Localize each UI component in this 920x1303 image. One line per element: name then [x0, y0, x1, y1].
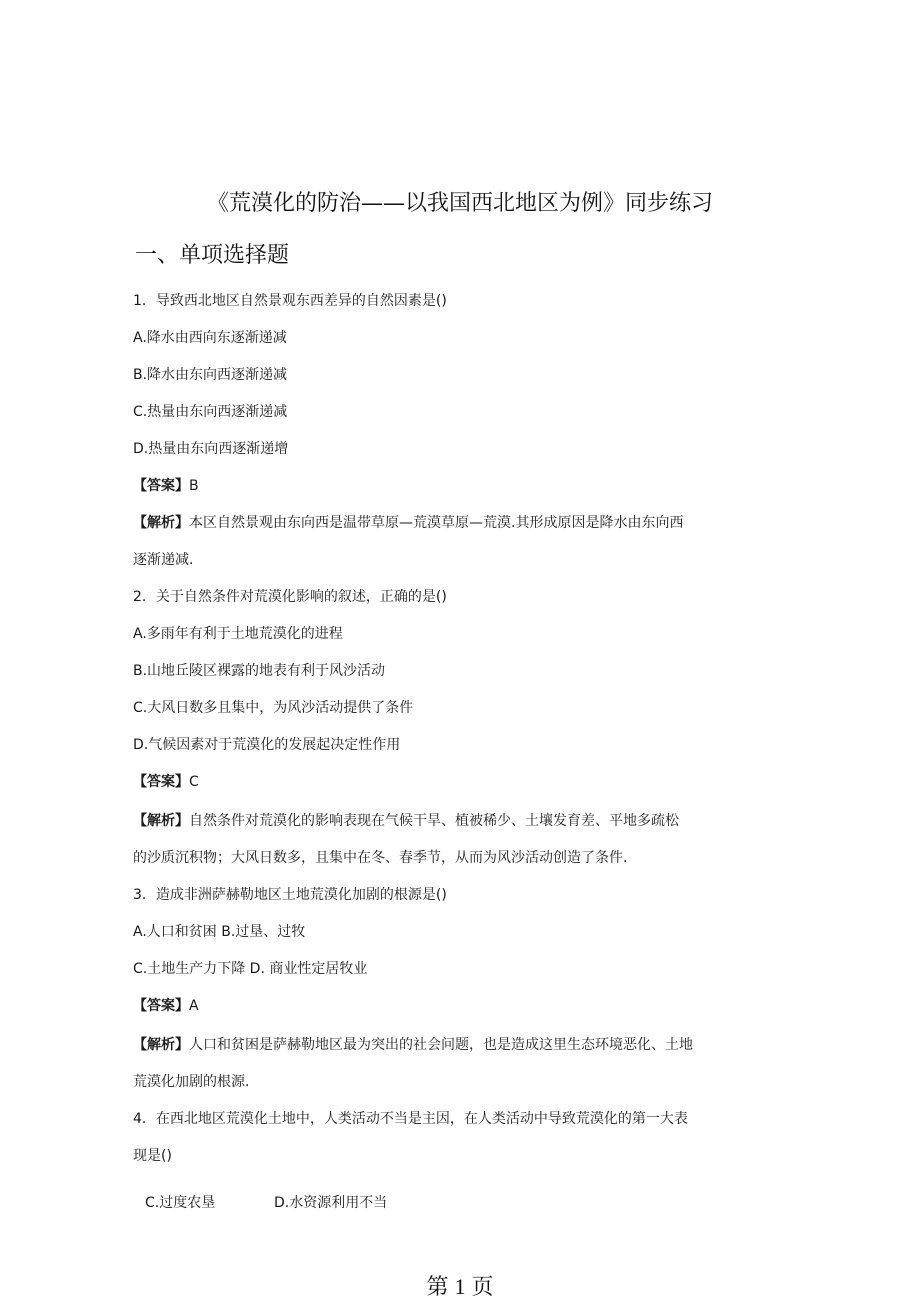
- page-number: [0, 1270, 920, 1301]
- question-4-stem: 4．在西北地区荒漠化土地中，人类活动不当是主因，在人类活动中导致荒漠化的第一大表: [133, 1111, 688, 1127]
- question-1-option-c: C.热量由东向西逐渐递减: [133, 404, 288, 420]
- question-1-option-a: A.降水由西向东逐渐递减: [133, 330, 287, 346]
- question-3-answer: [133, 995, 199, 1015]
- answer-value: A: [189, 998, 199, 1014]
- question-1-option-b: B.降水由东向西逐渐递减: [133, 367, 288, 383]
- question-3-analysis-cont: 荒漠化加剧的根源.: [133, 1074, 250, 1090]
- answer-label: 【答案】: [133, 998, 189, 1014]
- question-2-analysis-cont: 的沙质沉积物；大风日数多，且集中在冬、春季节，从而为风沙活动创造了条件.: [133, 850, 628, 866]
- question-4-stem-cont: 现是(): [133, 1148, 172, 1164]
- question-2-option-a: A.多雨年有利于土地荒漠化的进程: [133, 626, 343, 642]
- question-2-stem: 2．关于自然条件对荒漠化影响的叙述，正确的是(): [133, 589, 447, 605]
- question-3-options-ab: A.人口和贫困 B.过垦、过牧: [133, 924, 306, 940]
- question-1-stem: 1．导致西北地区自然景观东西差异的自然因素是(): [133, 293, 447, 309]
- answer-value: B: [189, 478, 199, 494]
- question-3-options-cd: C.土地生产力下降 D. 商业性定居牧业: [133, 961, 368, 977]
- analysis-label: 【解析】: [133, 1037, 189, 1053]
- page-number-value: 1: [454, 1274, 466, 1299]
- answer-value: C: [189, 774, 199, 790]
- analysis-text: 人口和贫困是萨赫勒地区最为突出的社会问题，也是造成这里生态环境恶化、土地: [189, 1037, 693, 1053]
- answer-label: 【答案】: [133, 478, 189, 494]
- document-title: 《荒漠化的防治——以我国西北地区为例》同步练习: [206, 191, 713, 216]
- question-2-option-d: D.气候因素对于荒漠化的发展起决定性作用: [133, 737, 401, 753]
- question-4-option-d: D.水资源利用不当: [274, 1195, 388, 1211]
- analysis-label: 【解析】: [133, 515, 189, 531]
- question-2-answer: [133, 771, 199, 791]
- question-2-option-b: B.山地丘陵区裸露的地表有利于风沙活动: [133, 663, 386, 679]
- section-heading: 一、单项选择题: [135, 243, 290, 268]
- question-1-analysis-cont: 逐渐递减.: [133, 552, 194, 568]
- page-prefix: 第: [426, 1275, 449, 1300]
- question-3-stem: 3．造成非洲萨赫勒地区土地荒漠化加剧的根源是(): [133, 887, 447, 903]
- analysis-text: 本区自然景观由东向西是温带草原—荒漠草原—荒漠.其形成原因是降水由东向西: [189, 515, 684, 531]
- question-1-answer: [133, 475, 199, 495]
- analysis-label: 【解析】: [133, 813, 189, 829]
- question-3-analysis: [133, 1034, 693, 1054]
- question-1-option-d: D.热量由东向西逐渐递增: [133, 441, 289, 457]
- page-suffix: 页: [471, 1275, 494, 1300]
- answer-label: 【答案】: [133, 774, 189, 790]
- question-1-analysis: [133, 512, 683, 532]
- question-2-option-c: C.大风日数多且集中，为风沙活动提供了条件: [133, 700, 414, 716]
- question-2-analysis: [133, 810, 679, 830]
- question-4-option-c: C.过度农垦: [145, 1195, 216, 1211]
- analysis-text: 自然条件对荒漠化的影响表现在气候干旱、植被稀少、土壤发育差、平地多疏松: [189, 813, 679, 829]
